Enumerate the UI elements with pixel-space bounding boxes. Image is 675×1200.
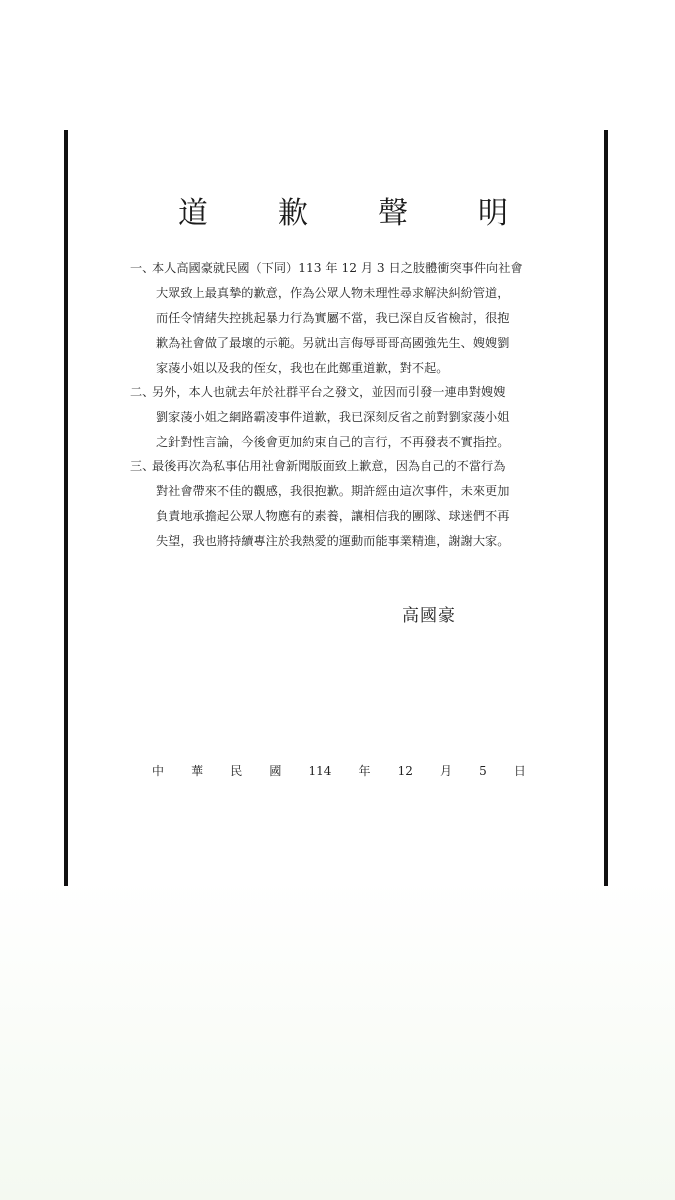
date-part: 12 xyxy=(397,764,413,778)
statement-date xyxy=(152,762,526,780)
statement-item-3 xyxy=(130,454,550,554)
title-char: 聲 xyxy=(378,196,408,231)
item-line: 之針對性言論，今後會更加約束自己的言行，不再發表不實指控。 xyxy=(156,435,510,449)
date-part: 日 xyxy=(513,764,526,778)
date-part: 中 xyxy=(152,764,165,778)
date-part: 國 xyxy=(269,764,282,778)
item-number: 三、 xyxy=(130,459,155,473)
item-number: 二、 xyxy=(130,385,155,399)
title-char: 明 xyxy=(478,196,508,231)
item-line: 負責地承擔起公眾人物應有的素養，讓相信我的團隊、球迷們不再 xyxy=(156,509,510,523)
title-char: 歉 xyxy=(278,196,308,231)
item-line: 另外，本人也就去年於社群平台之發文，並因而引發一連串對嫂嫂 xyxy=(152,385,506,399)
item-line: 家蓤小姐以及我的侄女，我也在此鄭重道歉，對不起。 xyxy=(156,361,449,375)
date-part: 年 xyxy=(358,764,371,778)
item-line: 最後再次為私事佔用社會新聞版面致上歉意，因為自己的不當行為 xyxy=(152,459,506,473)
item-line: 失望，我也將持續專注於我熱愛的運動而能事業精進，謝謝大家。 xyxy=(156,534,510,548)
date-part: 5 xyxy=(479,764,487,778)
date-part: 華 xyxy=(191,764,204,778)
statement-document xyxy=(64,130,608,886)
date-part: 月 xyxy=(440,764,453,778)
item-number: 一、 xyxy=(130,261,155,275)
item-line: 對社會帶來不佳的觀感，我很抱歉。期許經由這次事件，未來更加 xyxy=(156,484,510,498)
statement-item-2 xyxy=(130,380,550,455)
date-part: 民 xyxy=(230,764,243,778)
item-line: 大眾致上最真摯的歉意，作為公眾人物未理性尋求解決糾紛管道， xyxy=(156,286,510,300)
item-line: 而任令情緒失控挑起暴力行為實屬不當，我已深自反省檢討，很抱 xyxy=(156,311,510,325)
signature-name: 高國豪 xyxy=(402,606,456,626)
item-line: 本人高國豪就民國（下同）113 年 12 月 3 日之肢體衝突事件向社會 xyxy=(152,261,523,275)
document-title xyxy=(178,194,508,234)
date-part: 114 xyxy=(308,764,332,778)
item-line: 歉為社會做了最壞的示範。另就出言侮辱哥哥高國強先生、嫂嫂劉 xyxy=(156,336,510,350)
title-char: 道 xyxy=(178,196,208,231)
statement-item-1 xyxy=(130,256,550,381)
item-line: 劉家蓤小姐之網路霸凌事件道歉，我已深刻反省之前對劉家蓤小姐 xyxy=(156,410,510,424)
